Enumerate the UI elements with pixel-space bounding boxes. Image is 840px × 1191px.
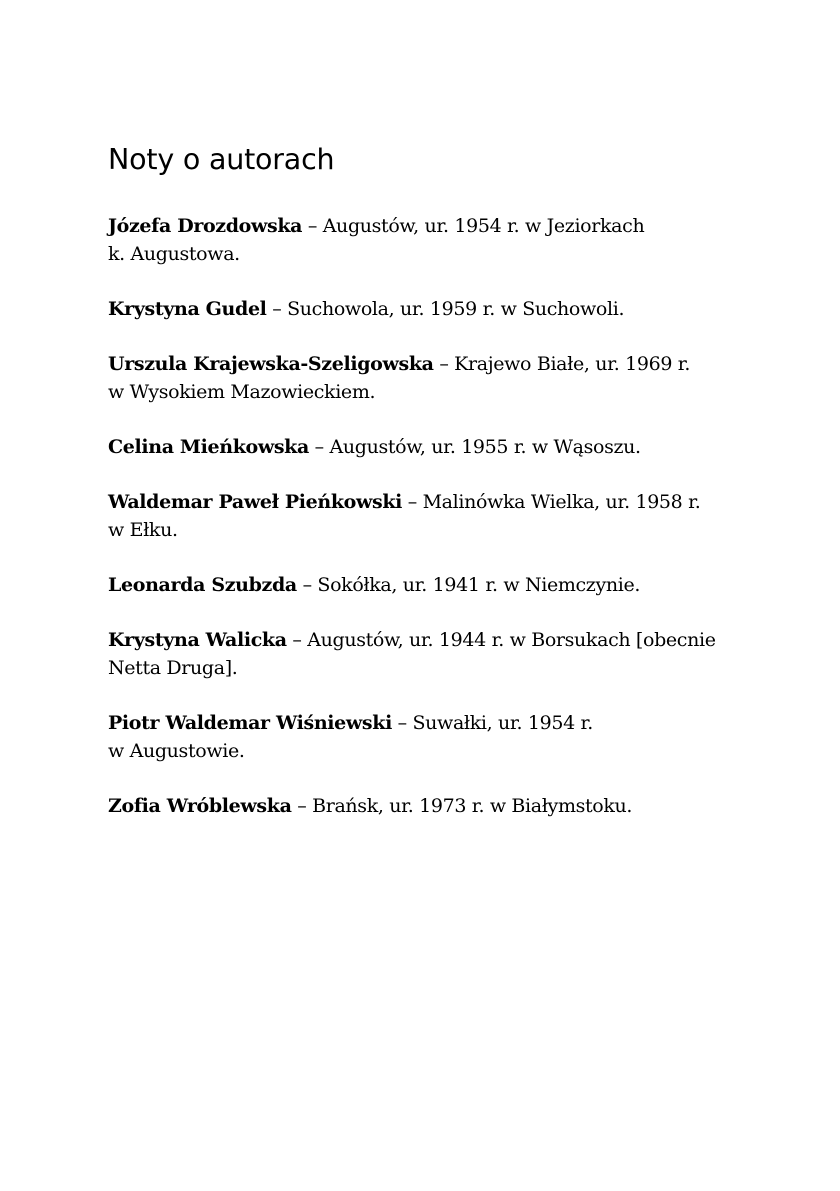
author-bio-continued: w Ełku. <box>108 519 178 541</box>
author-bio: Augustów, ur. 1955 r. w Wąsoszu. <box>329 436 641 458</box>
author-note <box>108 295 768 323</box>
author-bio: Suwałki, ur. 1954 r. <box>412 712 593 734</box>
author-name: Piotr Waldemar Wiśniewski <box>108 712 392 734</box>
author-note <box>108 433 768 461</box>
author-bio-continued: w Augustowie. <box>108 740 245 762</box>
author-name: Waldemar Paweł Pieńkowski <box>108 491 403 513</box>
author-bio: Suchowola, ur. 1959 r. w Suchowoli. <box>287 298 625 320</box>
author-note <box>108 571 768 599</box>
dash-separator: – <box>272 298 288 320</box>
dash-separator: – <box>439 353 455 375</box>
author-bio: Malinówka Wielka, ur. 1958 r. <box>422 491 701 513</box>
author-bio: Brańsk, ur. 1973 r. w Białymstoku. <box>312 795 633 817</box>
dash-separator: – <box>307 215 323 237</box>
author-note <box>108 626 768 682</box>
dash-separator: – <box>407 491 423 513</box>
author-bio-continued: k. Augustowa. <box>108 243 240 265</box>
author-note <box>108 350 768 406</box>
author-bio: Augustów, ur. 1954 r. w Jeziorkach <box>322 215 645 237</box>
dash-separator: – <box>302 574 318 596</box>
author-bio: Sokółka, ur. 1941 r. w Niemczynie. <box>317 574 641 596</box>
author-name: Urszula Krajewska-Szeligowska <box>108 353 434 375</box>
author-bio: Augustów, ur. 1944 r. w Borsukach [obecnie <box>307 629 716 651</box>
author-bio-continued: Netta Druga]. <box>108 657 238 679</box>
author-note <box>108 212 768 268</box>
page-title: Noty o autorach <box>108 143 335 176</box>
author-name: Józefa Drozdowska <box>108 215 303 237</box>
author-note <box>108 709 768 765</box>
page-content <box>108 138 768 847</box>
author-note <box>108 488 768 544</box>
dash-separator: – <box>397 712 413 734</box>
author-bio-continued: w Wysokiem Mazowieckiem. <box>108 381 376 403</box>
dash-separator: – <box>314 436 330 458</box>
author-name: Krystyna Gudel <box>108 298 267 320</box>
author-bio: Krajewo Białe, ur. 1969 r. <box>454 353 691 375</box>
dash-separator: – <box>292 629 308 651</box>
author-name: Zofia Wróblewska <box>108 795 292 817</box>
dash-separator: – <box>297 795 313 817</box>
author-name: Krystyna Walicka <box>108 629 287 651</box>
author-name: Leonarda Szubzda <box>108 574 297 596</box>
author-note <box>108 792 768 820</box>
author-name: Celina Mieńkowska <box>108 436 309 458</box>
